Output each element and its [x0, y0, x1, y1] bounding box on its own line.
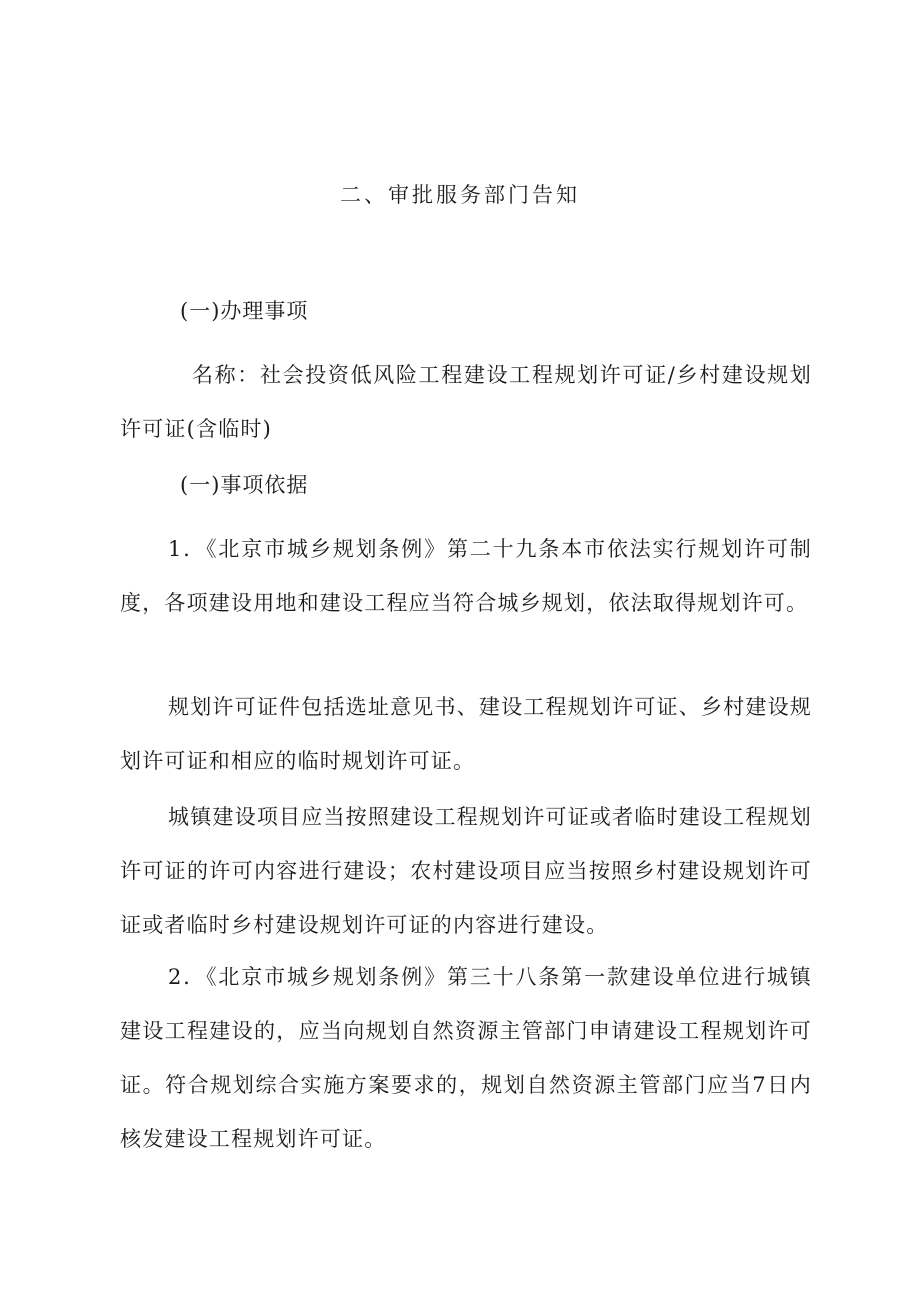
basis-paragraph-1: 1．《北京市城乡规划条例》第二十九条本市依法实行规划许可制度，各项建设用地和建设工程应当符合城乡规划，依法取得规划许可。	[120, 537, 812, 615]
basis-paragraph-4: 2．《北京市城乡规划条例》第三十八条第一款建设单位进行城镇建设工程建设的，应当向规划自然资源主管部门申请建设工程规划许可证。符合规划综合实施方案要求的，规划自然资源主管部门应当7日内核发建设工程规划许可证。	[120, 965, 812, 1151]
basis-paragraph-2: 规划许可证件包括选址意见书、建设工程规划许可证、乡村建设规划许可证和相应的临时规划许可证。	[120, 695, 812, 773]
page-title: 二、审批服务部门告知	[340, 183, 580, 207]
basis-paragraph-3: 城镇建设项目应当按照建设工程规划许可证或者临时建设工程规划许可证的许可内容进行建设；农村建设项目应当按照乡村建设规划许可证或者临时乡村建设规划许可证的内容进行建设。	[120, 805, 812, 937]
name-paragraph: 名称：社会投资低风险工程建设工程规划许可证/乡村建设规划许可证(含临时)	[120, 363, 812, 441]
section-heading-matters: (一)办理事项	[180, 299, 309, 323]
section-heading-basis: (一)事项依据	[180, 473, 309, 497]
